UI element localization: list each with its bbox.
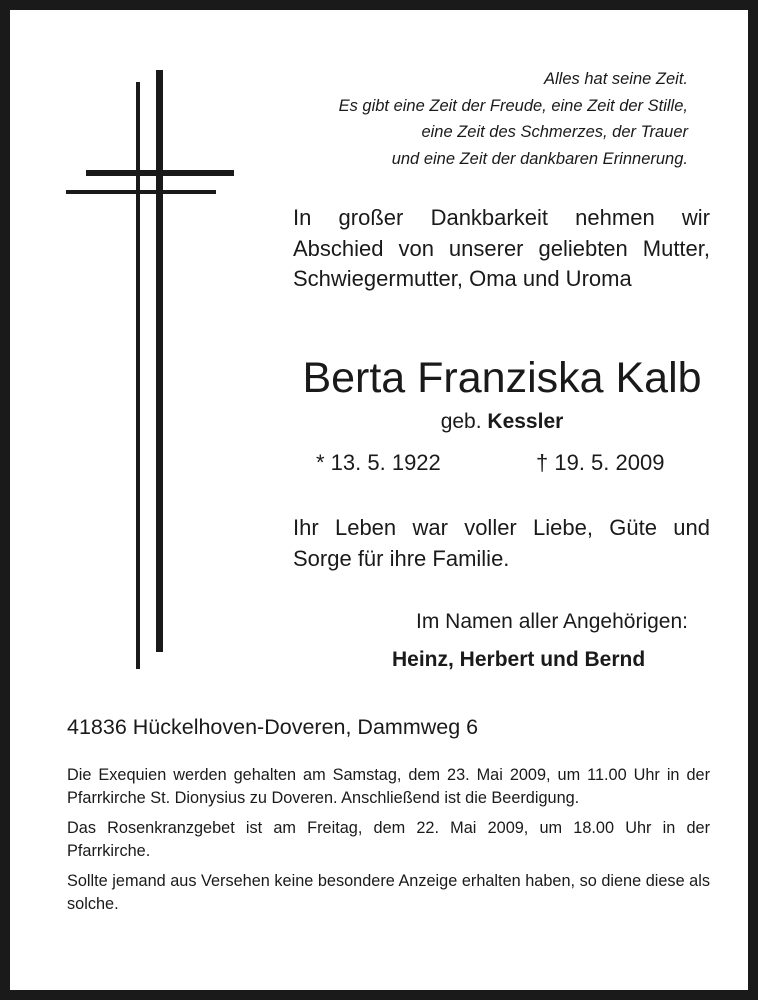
family-address: 41836 Hückelhoven-Doveren, Dammweg 6 [67, 715, 479, 739]
maiden-prefix: geb. [440, 410, 482, 433]
cross-icon-thick-post [156, 70, 163, 652]
maiden-name: Kessler [487, 410, 564, 433]
deceased-name: Berta Franziska Kalb [302, 354, 702, 402]
quote-line: Alles hat seine Zeit. [544, 70, 688, 88]
death-date: † 19. 5. 2009 [536, 450, 665, 475]
signers-names: Heinz, Herbert und Bernd [392, 648, 646, 671]
quote-line: Es gibt eine Zeit der Freude, eine Zeit der Stille, [338, 96, 688, 115]
funeral-notices [67, 764, 710, 923]
birth-date: * 13. 5. 1922 [316, 450, 441, 475]
notice-paragraph: Das Rosenkranzgebet ist am Freitag, dem 22. Mai 2009, um 18.00 Uhr in der Pfarrkirche. [67, 819, 710, 860]
quote-line: eine Zeit des Schmerzes, der Trauer [421, 123, 688, 141]
cross-icon-lower-beam [66, 190, 216, 194]
intro-text: In großer Dankbarkeit nehmen wir Abschied von unserer geliebten Mutter, Schwiegermutter, Oma und Uroma [293, 205, 710, 291]
on-behalf-text: Im Namen aller Angehörigen: [416, 610, 688, 633]
maiden-name-line [292, 408, 712, 436]
notice-paragraph: Die Exequien werden gehalten am Samstag, dem 23. Mai 2009, um 11.00 Uhr in der Pfarrkirche St. Dionysius zu Doveren. Anschließend ist die Beerdigung. [67, 766, 710, 807]
cross-icon-upper-beam [86, 170, 234, 176]
quote-line: und eine Zeit der dankbaren Erinnerung. [391, 149, 688, 168]
epigraph-quote [228, 66, 688, 172]
notice-paragraph: Sollte jemand aus Versehen keine besondere Anzeige erhalten haben, so diene diese als solche. [67, 872, 710, 913]
life-text: Ihr Leben war voller Liebe, Güte und Sorge für ihre Familie. [293, 515, 710, 571]
